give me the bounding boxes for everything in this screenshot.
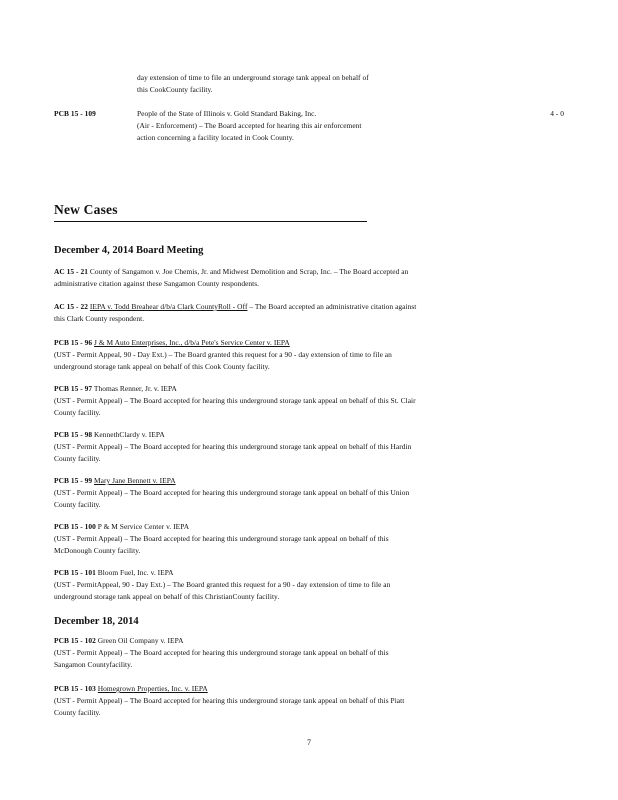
case-line-3: County facility. (54, 500, 101, 510)
continued-paragraph (137, 72, 467, 96)
case-title: County of Sangamon v. Joe Chemis, Jr. and Midwest Demolition and Scrap, Inc. (89, 267, 332, 276)
case-line-2: this Clark County respondent. (54, 314, 145, 324)
page-number: 7 (307, 738, 311, 747)
case-entry-pcb-15-103 (54, 683, 532, 720)
case-number: PCB 15 - 96 (54, 338, 93, 347)
vote-tally: 4 - 0 (550, 109, 564, 118)
case-line-3: underground storage tank appeal on behalf of this Cook County facility. (54, 362, 270, 372)
case-line-3: Sangamon Countyfacility. (54, 660, 133, 670)
case-number: PCB 15 - 109 (54, 109, 96, 118)
case-entry-ac-15-21 (54, 266, 532, 290)
case-entry-pcb-15-97 (54, 383, 532, 420)
case-number: PCB 15 - 97 (54, 384, 93, 393)
case-line-3: action concerning a facility located in Cook County. (137, 133, 294, 143)
case-entry-pcb-15-98 (54, 429, 532, 466)
case-title: Thomas Renner, Jr. v. IEPA (93, 384, 177, 393)
case-line-2: (UST - Permit Appeal) – The Board accepted for hearing this underground storage tank appeal on behalf of this Piatt (54, 696, 405, 706)
case-line-1-rest: – The Board accepted an (331, 267, 409, 276)
case-line-3: McDonough County facility. (54, 546, 141, 556)
case-line-1-rest: – The Board accepted an administrative citation against (247, 302, 417, 311)
case-line-2: (Air - Enforcement) – The Board accepted for hearing this air enforcement (137, 121, 362, 131)
case-number: AC 15 - 22 (54, 302, 88, 311)
case-number: PCB 15 - 102 (54, 636, 96, 645)
case-number: PCB 15 - 99 (54, 476, 93, 485)
continued-line-2: this CookCounty facility. (137, 85, 213, 95)
case-line-3: County facility. (54, 708, 101, 718)
case-line-2: (UST - Permit Appeal, 90 - Day Ext.) – The Board granted this request for a 90 - day extension of time to file an (54, 350, 392, 360)
case-title: Homegrown Properties, Inc. v. IEPA (97, 684, 208, 693)
case-entry-pcb-15-109 (54, 108, 564, 148)
case-number: PCB 15 - 98 (54, 430, 93, 439)
case-number: PCB 15 - 100 (54, 522, 96, 531)
case-line-2: (UST - Permit Appeal) – The Board accepted for hearing this underground storage tank appeal on behalf of this Union (54, 488, 410, 498)
case-line-2: administrative citation against these Sangamon County respondents. (54, 279, 260, 289)
date-heading-december-18: December 18, 2014 (54, 616, 139, 627)
section-heading-new-cases: New Cases (54, 202, 118, 217)
case-title: J & M Auto Enterprises, Inc., d/b/a Pete's Service Center v. IEPA (94, 338, 290, 347)
date-heading-december-4: December 4, 2014 Board Meeting (54, 245, 204, 256)
case-number: PCB 15 - 103 (54, 684, 96, 693)
case-line-2: (UST - Permit Appeal) – The Board accepted for hearing this underground storage tank appeal on behalf of this (54, 648, 389, 658)
case-line-3: underground storage tank appeal on behalf of this ChristianCounty facility. (54, 592, 280, 602)
case-line-3: County facility. (54, 408, 101, 418)
case-title: Bloom Fuel, Inc. v. IEPA (97, 568, 174, 577)
case-title: Mary Jane Bennett v. IEPA (94, 476, 176, 485)
case-line-3: County facility. (54, 454, 101, 464)
case-entry-pcb-15-102 (54, 635, 532, 672)
case-number: AC 15 - 21 (54, 267, 88, 276)
case-title: Green Oil Company v. IEPA (97, 636, 184, 645)
case-line-2: (UST - PermitAppeal, 90 - Day Ext.) – The Board granted this request for a 90 - day extension of time to file an (54, 580, 391, 590)
heading-underline (54, 221, 367, 222)
case-entry-pcb-15-100 (54, 521, 532, 558)
case-title: IEPA v. Todd Breahear d/b/a Clark CountyRoll - Off (89, 302, 248, 311)
case-title: KennethClardy v. IEPA (94, 430, 165, 439)
case-description (137, 108, 437, 145)
case-entry-pcb-15-101 (54, 567, 532, 604)
case-entry-pcb-15-96 (54, 337, 532, 374)
case-entry-pcb-15-99 (54, 475, 532, 512)
case-line-2: (UST - Permit Appeal) – The Board accepted for hearing this underground storage tank appeal on behalf of this (54, 534, 389, 544)
case-line-2: (UST - Permit Appeal) – The Board accepted for hearing this underground storage tank appeal on behalf of this St. Clair (54, 396, 416, 406)
case-title: P & M Service Center v. IEPA (97, 522, 190, 531)
case-title: People of the State of Illinois v. Gold Standard Baking, Inc. (137, 109, 317, 118)
case-number: PCB 15 - 101 (54, 568, 96, 577)
continued-line-1: day extension of time to file an underground storage tank appeal on behalf of (137, 73, 369, 82)
case-entry-ac-15-22 (54, 301, 532, 325)
case-line-2: (UST - Permit Appeal) – The Board accepted for hearing this underground storage tank appeal on behalf of this Hardin (54, 442, 412, 452)
